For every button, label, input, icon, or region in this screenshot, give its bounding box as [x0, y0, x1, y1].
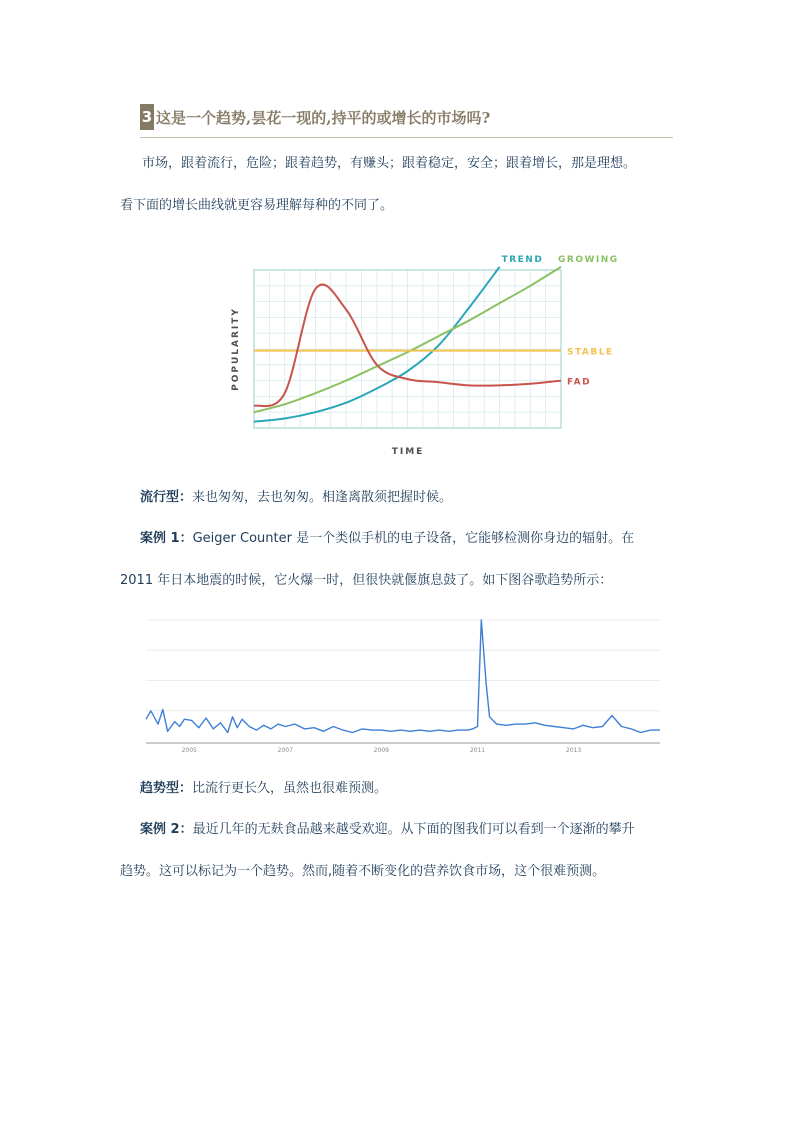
case2-line-2: 趋势。这可以标记为一个趋势。然而,随着不断变化的营养饮食市场，这个很难预测。	[120, 864, 606, 879]
google-trends-chart	[143, 614, 663, 754]
intro-line-1: 市场，跟着流行，危险；跟着趋势，有赚头；跟着稳定，安全；跟着增长，那是理想。	[142, 156, 637, 171]
intro-line-2: 看下面的增长曲线就更容易理解每种的不同了。	[120, 198, 394, 213]
section-heading	[140, 104, 490, 130]
case2-line-1	[140, 818, 700, 837]
x-tick-label: 2013	[565, 747, 582, 754]
case1-line-1	[140, 527, 700, 546]
trend-label: 趋势型：	[140, 781, 193, 796]
section-title: 这是一个趋势,昙花一现的,持平的或增长的市场吗?	[156, 108, 491, 127]
x-tick-label: 2011	[469, 747, 486, 754]
legend-label-stable: STABLE	[567, 347, 614, 358]
legend-label-fad: FAD	[567, 377, 592, 388]
growth-curves-chart	[220, 244, 630, 464]
x-axis-label: TIME	[391, 447, 425, 457]
trend-text: 比流行更长久，虽然也很难预测。	[192, 781, 388, 796]
x-tick-label: 2009	[373, 747, 390, 754]
case1-text-1: Geiger Counter 是一个类似手机的电子设备，它能够检测你身边的辐射。在	[192, 531, 635, 546]
fad-label: 流行型：	[140, 490, 193, 505]
fad-paragraph	[140, 486, 700, 505]
case2-text-1: 最近几年的无麸食品越来越受欢迎。从下面的图我们可以看到一个逐渐的攀升	[192, 822, 635, 837]
heading-divider	[140, 137, 673, 138]
fad-text: 来也匆匆，去也匆匆。相逢离散须把握时候。	[192, 490, 453, 505]
section-number: 3	[140, 104, 154, 130]
case1-line-2: 2011 年日本地震的时候，它火爆一时，但很快就偃旗息鼓了。如下图谷歌趋势所示：	[120, 573, 613, 588]
legend-label-trend: TREND	[501, 255, 544, 265]
case1-label: 案例 1：	[140, 531, 193, 546]
legend-label-growing: GROWING	[558, 255, 619, 265]
x-tick-label: 2005	[181, 747, 197, 754]
trend-paragraph	[140, 777, 700, 796]
trend-series-line	[146, 620, 660, 733]
x-tick-label: 2007	[277, 747, 293, 754]
y-axis-label: POPULARITY	[231, 307, 241, 391]
case2-label: 案例 2：	[140, 822, 193, 837]
